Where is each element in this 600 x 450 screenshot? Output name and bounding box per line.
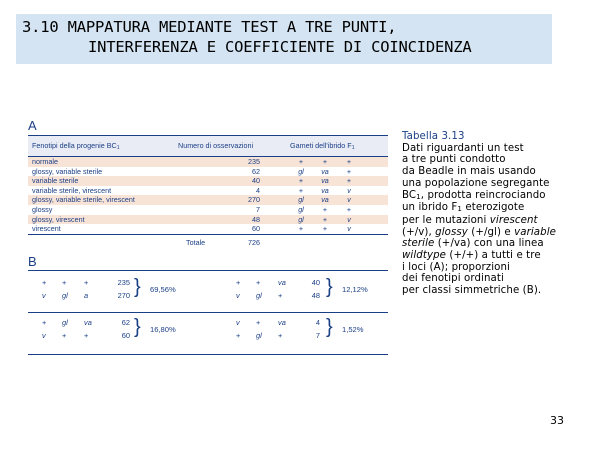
total-label: Totale	[186, 237, 206, 247]
caption-line: un ibrido $F_1$ eterozigote	[402, 202, 525, 214]
class-row	[28, 318, 388, 330]
brace-symbol: }	[134, 316, 141, 338]
genotype-cell: +	[236, 331, 241, 340]
class-row	[28, 278, 388, 290]
genotype-cell: +	[236, 278, 241, 287]
count-cell: 48	[311, 291, 320, 300]
genotype-cell: gl	[256, 291, 262, 300]
count-cell: 40	[252, 176, 260, 186]
phenotype-cell: glossy, variable sterile, virescent	[32, 195, 135, 205]
count-cell: 7	[315, 331, 320, 340]
table-row	[28, 215, 388, 225]
caption-line: una popolazione segregante	[402, 177, 550, 189]
gamete-cell: +	[346, 166, 352, 176]
genotype-cell: +	[278, 331, 283, 340]
brace-symbol: }	[326, 276, 333, 298]
header-gametes: Gameti dell'ibrido $F_1$	[290, 141, 355, 151]
gamete-cell: +	[298, 185, 304, 195]
slide-title	[16, 14, 552, 64]
genotype-cell: +	[42, 278, 47, 287]
genotype-cell: +	[84, 278, 89, 287]
count-cell: 40	[311, 278, 320, 287]
caption-line: a tre punti condotto	[402, 154, 506, 166]
count-cell: 235	[117, 278, 130, 287]
genotype-cell: v	[236, 318, 240, 327]
table-row	[28, 205, 388, 215]
percentage-label: 1,52%	[342, 325, 364, 334]
caption-line: per le mutazioni virescent	[402, 214, 538, 226]
gamete-cell: +	[298, 157, 304, 166]
gamete-cell: +	[298, 176, 304, 186]
class-row	[28, 291, 388, 303]
page-number: 33	[550, 414, 564, 427]
table-a-total	[28, 234, 388, 249]
gamete-cell: +	[322, 157, 328, 166]
title-line-2: INTERFERENZA E COEFFICIENTE DI COINCIDENZA	[88, 38, 472, 56]
count-cell: 270	[248, 195, 260, 205]
phenotype-cell: virescent	[32, 224, 61, 234]
gamete-cell: v	[347, 224, 351, 234]
brace-symbol: }	[326, 316, 333, 338]
phenotype-cell: glossy, virescent	[32, 214, 85, 224]
table-row	[28, 176, 388, 186]
genotype-cell: va	[278, 278, 286, 287]
genotype-cell: va	[278, 318, 286, 327]
phenotype-cell: normale	[32, 157, 58, 166]
caption-line: (+/v), glossy (+/gl) e variable	[402, 226, 557, 238]
genotype-cell: v	[236, 291, 240, 300]
caption-line: wildtype (+/+) a tutti e tre	[402, 250, 541, 262]
genotype-cell: va	[84, 318, 92, 327]
gamete-cell: +	[322, 224, 328, 234]
genotype-cell: gl	[62, 318, 68, 327]
phenotype-cell: variable sterile, virescent	[32, 185, 112, 195]
gamete-cell: gl	[298, 166, 304, 176]
count-cell: 4	[256, 185, 260, 195]
gamete-cell: va	[321, 166, 329, 176]
count-cell: 62	[252, 166, 260, 176]
table-row	[28, 167, 388, 177]
genotype-cell: +	[256, 278, 261, 287]
table-row	[28, 195, 388, 205]
gamete-cell: v	[347, 195, 351, 205]
panel-label-b: B	[28, 254, 37, 269]
caption-line: per classi simmetriche (B).	[402, 285, 542, 297]
header-observations: Numero di osservazioni	[178, 141, 254, 150]
caption-line: Dati riguardanti un test	[402, 142, 524, 154]
percentage-label: 69,56%	[150, 285, 176, 294]
table-row	[28, 186, 388, 196]
phenotype-cell: variable sterile	[32, 176, 79, 186]
class-row	[28, 331, 388, 343]
count-cell: 235	[248, 157, 260, 166]
genotype-cell: v	[42, 291, 46, 300]
gamete-cell: gl	[298, 195, 304, 205]
phenotype-cell: glossy	[32, 204, 53, 214]
count-cell: 4	[315, 318, 320, 327]
total-value: 726	[248, 237, 260, 247]
caption-line: da Beadle in mais usando	[402, 166, 536, 178]
table-row	[28, 157, 388, 167]
caption-line: sterile (+/va) con una linea	[402, 238, 544, 250]
genotype-cell: +	[256, 318, 261, 327]
genotype-cell: v	[42, 331, 46, 340]
count-cell: 270	[117, 291, 130, 300]
count-cell: 7	[256, 204, 260, 214]
gamete-cell: v	[347, 214, 351, 224]
genotype-cell: gl	[62, 291, 68, 300]
percentage-label: 16,80%	[150, 325, 176, 334]
caption-line: $BC_1$, prodotta reincrociando	[402, 189, 546, 201]
genotype-cell: +	[278, 291, 283, 300]
count-cell: 48	[252, 214, 260, 224]
gamete-cell: +	[346, 157, 352, 166]
genotype-cell: +	[84, 331, 89, 340]
table-row	[28, 224, 388, 234]
header-phenotypes: Fenotipi della progenie $BC_1$	[32, 141, 120, 151]
phenotype-cell: glossy, variable sterile	[32, 166, 103, 176]
title-line-1: 3.10 MAPPATURA MEDIANTE TEST A TRE PUNTI,	[22, 18, 397, 36]
count-cell: 60	[121, 331, 130, 340]
table-divider	[28, 312, 388, 313]
gamete-cell: va	[321, 176, 329, 186]
caption-line: i loci (A); proporzioni	[402, 261, 510, 273]
gamete-cell: +	[322, 204, 328, 214]
gamete-cell: +	[322, 214, 328, 224]
panel-label-a: A	[28, 118, 37, 133]
gamete-cell: v	[347, 185, 351, 195]
genotype-cell: +	[62, 278, 67, 287]
genotype-cell: +	[62, 331, 67, 340]
gamete-cell: va	[321, 195, 329, 205]
table-a-header	[28, 135, 388, 157]
gamete-cell: +	[346, 204, 352, 214]
table-divider	[28, 270, 388, 271]
genotype-cell: gl	[256, 331, 262, 340]
gamete-cell: va	[321, 185, 329, 195]
brace-symbol: }	[134, 276, 141, 298]
gamete-cell: +	[346, 176, 352, 186]
table-caption	[402, 131, 592, 297]
gamete-cell: gl	[298, 204, 304, 214]
percentage-label: 12,12%	[342, 285, 368, 294]
gamete-cell: +	[298, 224, 304, 234]
table-divider	[28, 354, 388, 355]
figure-panel	[28, 118, 388, 358]
count-cell: 60	[252, 224, 260, 234]
caption-heading: Tabella 3.13	[402, 131, 465, 142]
genotype-cell: a	[84, 291, 89, 300]
table-a	[28, 135, 388, 249]
gamete-cell: gl	[298, 214, 304, 224]
count-cell: 62	[121, 318, 130, 327]
genotype-cell: +	[42, 318, 47, 327]
caption-line: dei fenotipi ordinati	[402, 273, 504, 285]
